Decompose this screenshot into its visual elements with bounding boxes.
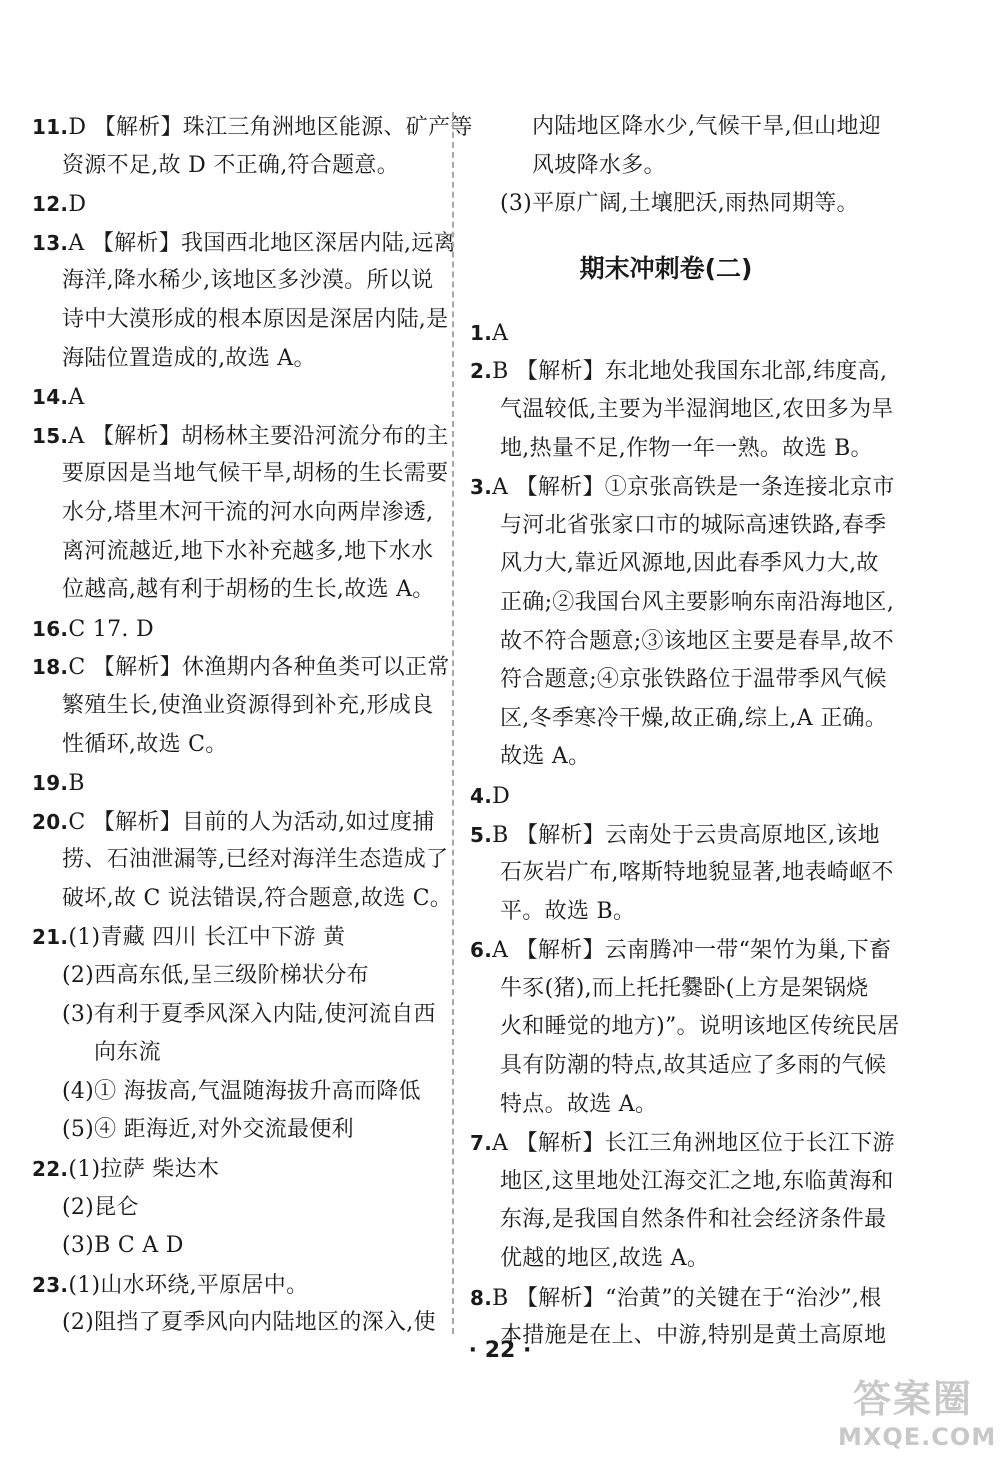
answer-line [470,700,890,739]
answer-line [470,970,890,1009]
question-number: 16. [32,616,69,641]
question-number: 11. [32,115,69,139]
answer-line [32,1150,450,1189]
answer-line [470,893,890,932]
answer-line [470,507,890,546]
question-number: 14. [32,385,69,410]
answer-text: (1)山水环绕,平原居中。 [68,1272,309,1298]
answer-line [32,1073,450,1112]
answer-text: 具有防潮的特点,故其适应了多雨的气候 [500,1053,887,1079]
exam-answers-block [470,314,900,1356]
question-number: 1. [470,320,493,345]
answer-text: 地区,这里地处江海交汇之地,东临黄海和 [500,1168,894,1194]
answer-line [470,391,894,430]
answer-text: 风力大,靠近风源地,因此春季风力大,故 [500,551,879,577]
answer-line [470,854,894,893]
answer-text: 资源不足,故 D 不正确,符合题意。 [62,152,400,178]
answer-text: 符合题意;④京张铁路位于温带季风气候 [500,667,887,693]
answer-line [470,314,890,353]
answer-line [32,224,456,263]
question-number: 18. [32,655,69,680]
answer-line [32,185,450,224]
answer-text: 气温较低,主要为半湿润地区,农田多为旱 [500,396,894,422]
answer-text: B [68,771,85,797]
answer-line [32,378,450,417]
answer-line [32,687,450,726]
answer-text: A [68,385,85,411]
answer-text: C 【解析】休渔期内各种鱼类可以正常 [68,655,450,681]
answer-line [470,738,890,777]
answer-line [470,584,895,623]
answer-text: 位越高,越有利于胡杨的生长,故选 A。 [62,577,435,603]
answer-line [32,340,450,379]
answer-text: C 【解析】目前的人为活动,如过度捕 [68,809,435,835]
answer-text: 风坡降水多。 [532,152,666,178]
answer-text: A 【解析】①京张高铁是一条连接北京市 [492,475,895,501]
answer-text: A 【解析】长江三角洲地区位于长江下游 [492,1131,895,1157]
question-number: 13. [32,230,69,255]
answer-line [32,494,450,533]
question-number: 7. [470,1131,493,1156]
answer-text: (1)青藏 四川 长江中下游 黄 [68,925,346,951]
answer-line [470,545,890,584]
question-number: 2. [470,359,493,384]
answer-text: 东海,是我国自然条件和社会经济条件最 [500,1207,887,1233]
question-number: 6. [470,938,493,963]
question-number: 3. [470,475,493,500]
column-divider [452,112,454,1334]
answer-text: 向东流 [94,1040,161,1066]
answer-text: (3)有利于夏季风深入内陆,使河流自西 [62,1001,436,1027]
answer-line [32,533,450,572]
answer-text: (4)① 海拔高,气温随海拔升高而降低 [62,1078,421,1104]
answer-line [32,648,450,687]
answer-line [470,777,890,816]
answer-text: 捞、石油泄漏等,已经对海洋生态造成了 [62,847,449,873]
question-number: 15. [32,423,69,448]
answer-text: (2)阻挡了夏季风向内陆地区的深入,使 [62,1310,436,1336]
answer-text: 正确;②我国台风主要影响东南沿海地区, [500,589,895,615]
answer-text: 海洋,降水稀少,该地区多沙漠。所以说 [62,268,434,294]
right-answer-column [470,108,900,1356]
answer-text: (2)昆仑 [62,1194,139,1220]
answer-line [470,1163,894,1202]
answer-line [470,623,895,662]
continued-answer-block [470,108,890,224]
answer-text: 海陆位置造成的,故选 A。 [62,345,316,371]
left-answer-column [32,108,473,1343]
answer-text: 石灰岩广布,喀斯特地貌显著,地表崎岖不 [500,860,894,886]
answer-line [470,1047,890,1086]
answer-text: (3)平原广阔,土壤肥沃,雨热同期等。 [500,191,859,217]
answer-line [470,147,890,186]
answer-text: 火和睡觉的地方)”。说明该地区传统民居 [500,1014,900,1040]
answer-text: 内陆地区降水少,气候干旱,但山地迎 [532,114,882,139]
answer-line [32,147,450,186]
answer-text: D [68,192,87,218]
answer-line [32,108,473,147]
answer-line [470,185,890,224]
answer-text: (1)拉萨 柴达木 [68,1157,220,1183]
answer-line [32,1034,450,1073]
answer-line [470,108,890,147]
section-title: 期末冲刺卷(二) [579,253,753,283]
question-number: 12. [32,192,69,217]
answer-line [470,1201,890,1240]
answer-line [32,764,450,803]
answer-text: 故选 A。 [500,744,591,770]
question-number: 8. [470,1285,493,1310]
answer-line [470,430,890,469]
answer-text: 平。故选 B。 [500,898,636,924]
answer-text: B 【解析】云南处于云贵高原地区,该地 [492,822,880,848]
answer-text: D [492,783,511,809]
answer-text: (3)B C A D [62,1233,184,1259]
answer-text: 离河流越近,地下水补充越多,地下水水 [62,538,434,564]
answer-line [470,661,890,700]
question-number: 19. [32,771,69,796]
answer-text: A 【解析】我国西北地区深居内陆,远离 [68,230,456,256]
answer-line [470,931,890,970]
answer-line [32,571,450,610]
answer-line [470,1124,895,1163]
answer-text: A [492,320,509,346]
answer-line [470,816,890,855]
answer-text: (2)西高东低,呈三级阶梯状分布 [62,963,369,989]
answer-text: 性循环,故选 C。 [62,731,228,757]
answer-text: 诗中大漠形成的根本原因是深居内陆,是 [62,306,449,332]
watermark-logo [838,1368,997,1464]
answer-text: 破坏,故 C 说法错误,符合题意,故选 C。 [62,885,453,911]
answer-text: C 17. D [68,616,154,642]
watermark-url: MXQE.COM [838,1423,997,1451]
question-number: 22. [32,1157,69,1182]
answer-text: B 【解析】“治黄”的关键在于“治沙”,根 [492,1285,882,1311]
answer-line [32,610,450,649]
answer-text: 特点。故选 A。 [500,1091,658,1117]
question-number: 5. [470,822,493,847]
answer-line [32,1227,450,1266]
answer-text: 区,冬季寒冷干燥,故正确,综上,A 正确。 [500,705,888,731]
answer-line [470,1240,890,1279]
answer-text: A 【解析】云南腾冲一带“架竹为巢,下畜 [492,938,892,964]
answer-line [32,1111,450,1150]
answer-text: 优越的地区,故选 A。 [500,1246,710,1272]
answer-line [32,996,450,1035]
answer-line [32,262,450,301]
answer-line [32,918,450,957]
answer-text: A 【解析】胡杨林主要沿河流分布的主 [68,423,449,449]
answer-text: D 【解析】珠江三角洲地区能源、矿产等 [68,115,473,140]
answer-text: 水分,塔里木河干流的河水向两岸渗透, [62,499,434,525]
answer-text: 地,热量不足,作物一年一熟。故选 B。 [500,435,873,461]
answer-line [32,726,450,765]
answer-line [32,803,450,842]
answer-text: 繁殖生长,使渔业资源得到补充,形成良 [62,692,434,718]
question-number: 20. [32,809,69,834]
answer-line [32,957,450,996]
question-number: 4. [470,783,493,808]
answer-line [470,352,890,391]
answer-line [32,1266,450,1305]
watermark-text: 答案圈 [852,1377,973,1421]
answer-text: 故不符合题意;③该地区主要是春旱,故不 [500,628,895,654]
answer-line [32,417,450,456]
answer-line [470,1008,900,1047]
answer-line [32,301,450,340]
answer-line [32,880,453,919]
answer-text: (5)④ 距海近,对外交流最便利 [62,1117,354,1143]
question-number: 23. [32,1272,69,1297]
answer-line [470,1086,890,1125]
question-number: 21. [32,925,69,950]
answer-text: 本措施是在上、中游,特别是黄土高原地 [500,1323,887,1349]
answer-line [470,468,895,507]
answer-text: B 【解析】东北地处我国东北部,纬度高, [492,359,888,385]
answer-text: 要原因是当地气候干旱,胡杨的生长需要 [62,461,449,487]
answer-text: 牛豕(猪),而上托托爨卧(上方是架锅烧 [500,975,869,1001]
answer-line [32,1189,450,1228]
answer-line [32,455,450,494]
answer-text: 与河北省张家口市的城际高速铁路,春季 [500,512,887,538]
page-number: · 22 · [468,1338,532,1363]
answer-line [470,1279,890,1318]
answer-line [32,841,450,880]
